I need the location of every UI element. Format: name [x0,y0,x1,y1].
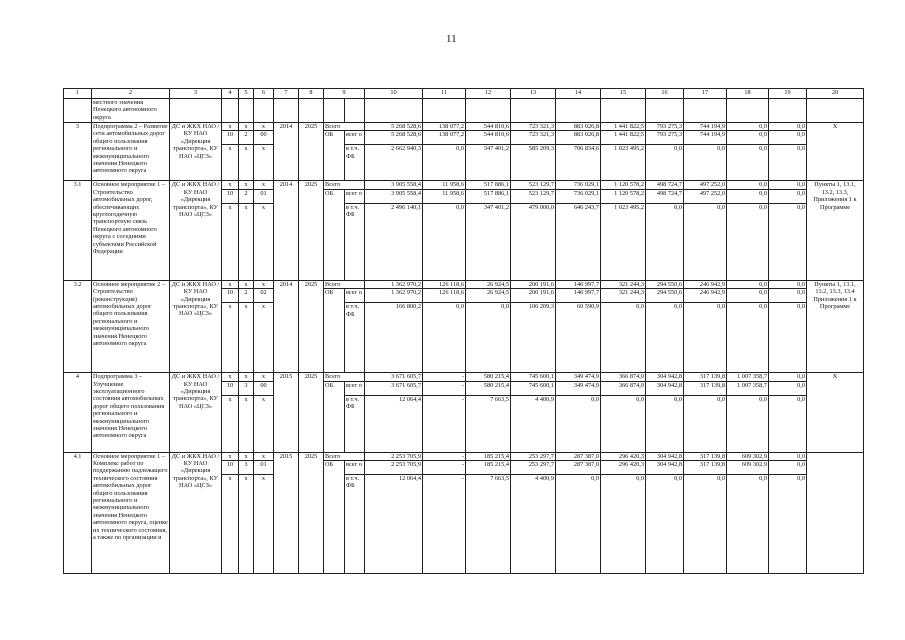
amount-cell: 585 209,3 [511,145,556,181]
code-col6: х [254,203,274,280]
code-col5: х [239,123,254,131]
amount-cell: 0,0 [646,395,684,452]
code-col5: х [239,280,254,288]
amount-cell: 317 139,8 [684,373,727,381]
code-col6: х [254,123,274,131]
cell-empty [684,99,727,123]
code-col5: х [239,203,254,280]
amount-cell: 736 029,1 [556,189,601,203]
amount-cell: 0,0 [769,189,807,203]
amount-cell: 498 724,7 [646,189,684,203]
amount-cell: 321 244,3 [601,289,646,303]
amount-cell: 349 474,9 [556,373,601,381]
amount-cell: 0,0 [684,475,727,574]
column-header: 14 [556,89,601,99]
cell-empty [222,99,239,123]
amount-cell: 744 194,9 [684,131,727,145]
code-col4: х [222,452,239,460]
amount-cell: 523 129,7 [511,189,556,203]
amount-cell: 0,0 [727,203,769,280]
amount-cell: 0,0 [769,280,807,288]
code-col4: х [222,123,239,131]
continuation-row [64,99,864,123]
code-col4: х [222,303,239,373]
amount-cell: 366 874,0 [601,381,646,395]
code-col5: х [239,181,254,189]
executor: ДС и ЖКХ НАО / КУ НАО «Дирекция транспорта», КУ НАО «ЦСЗ» [170,452,222,573]
amount-cell: 0,0 [769,303,807,373]
code-col6: 01 [254,461,274,475]
amount-cell: 0,0 [646,475,684,574]
amount-cell: 1 007 358,7 [727,381,769,395]
amount-cell: 246 942,9 [684,280,727,288]
amount-cell: 2 253 705,9 [365,452,423,460]
amount-cell: 609 302,9 [727,452,769,460]
amount-cell: 580 215,4 [466,381,511,395]
amount-cell: 0,0 [727,123,769,131]
amount-cell: - [423,395,466,452]
note-cell [807,452,864,573]
code-col5: 3 [239,381,254,395]
column-header: 19 [769,89,807,99]
amount-cell: 723 321,3 [511,131,556,145]
amount-cell: 2 253 705,9 [365,461,423,475]
year-start: 2014 [274,123,299,181]
column-header: 12 [466,89,511,99]
amount-cell: 517 886,1 [466,181,511,189]
amount-cell: 317 139,8 [684,452,727,460]
amount-cell: 138 077,2 [423,123,466,131]
amount-cell: 253 297,7 [511,452,556,460]
measure-name: Подпрограмма 2 – Развитие сети автомобильных дорог общего пользования регионального и межмуниципального значения Ненецкого автономного округа [92,123,170,181]
code-col4: х [222,145,239,181]
column-header: 2 [92,89,170,99]
amount-cell: 1 120 578,2 [601,189,646,203]
amount-cell: 304 942,8 [646,461,684,475]
column-header: 10 [365,89,423,99]
amount-cell: 544 810,6 [466,131,511,145]
funding-subtype: всег о [345,289,365,303]
amount-cell: 745 600,1 [511,373,556,381]
code-col5: х [239,452,254,460]
code-col5: 2 [239,289,254,303]
amount-cell: 0,0 [423,145,466,181]
funding-source: ОБ [324,381,345,452]
row-number: 4 [64,373,92,452]
column-header: 9 [324,89,365,99]
executor: ДС и ЖКХ НАО / КУ НАО «Дирекция транспорта», КУ НАО «ЦСЗ» [170,123,222,181]
amount-cell: 0,0 [556,475,601,574]
amount-cell: 185 215,4 [466,461,511,475]
funding-source: ОБ [324,461,345,574]
amount-cell: 646 243,7 [556,203,601,280]
amount-cell: 0,0 [684,203,727,280]
table-row [64,123,864,131]
cell-empty [769,99,807,123]
code-col4: 10 [222,289,239,303]
amount-cell: 146 997,7 [556,289,601,303]
code-col4: х [222,203,239,280]
amount-cell: 11 958,6 [423,181,466,189]
year-start: 2015 [274,452,299,573]
continuation-text: местного значения Ненецкого автономного округа [92,99,170,123]
code-col6: х [254,395,274,452]
amount-cell: 106 209,3 [511,303,556,373]
amount-cell: 745 600,1 [511,381,556,395]
amount-cell: - [423,461,466,475]
amount-cell: - [423,373,466,381]
amount-cell: 744 194,9 [684,123,727,131]
cell-empty [807,99,864,123]
amount-cell: 498 724,7 [646,181,684,189]
amount-cell: 0,0 [769,461,807,475]
amount-cell: 0,0 [684,395,727,452]
amount-cell: 0,0 [684,303,727,373]
amount-cell: 304 942,8 [646,381,684,395]
amount-cell: 2 496 140,1 [365,203,423,280]
measure-name: Основное мероприятие 1 – Строительство автомобильных дорог, обеспечивающих круглогодичную транспортную связь Ненецкого автономного округа с соседними субъектами Российской Федерации [92,181,170,280]
amount-cell: 0,0 [727,280,769,288]
amount-cell: 0,0 [727,475,769,574]
cell-empty [601,99,646,123]
amount-cell: 200 191,6 [511,289,556,303]
cell-empty [239,99,254,123]
amount-cell: 60 590,9 [556,303,601,373]
amount-cell: 296 420,3 [601,461,646,475]
year-start: 2014 [274,280,299,372]
column-header: 13 [511,89,556,99]
year-end: 2025 [299,123,324,181]
amount-cell: 0,0 [769,395,807,452]
amount-cell: 26 924,5 [466,280,511,288]
funding-subtype: в т.ч. ФБ [345,475,365,574]
amount-cell: 246 942,9 [684,289,727,303]
column-header: 11 [423,89,466,99]
year-end: 2025 [299,181,324,280]
code-col5: х [239,373,254,381]
amount-cell: 479 000,0 [511,203,556,280]
column-header: 8 [299,89,324,99]
row-number: 3.1 [64,181,92,280]
amount-cell: 0,0 [769,131,807,145]
amount-cell: 497 252,0 [684,189,727,203]
code-col4: х [222,475,239,574]
amount-cell: 166 800,2 [365,303,423,373]
amount-cell: 12 064,4 [365,475,423,574]
column-header: 7 [274,89,299,99]
amount-cell: 0,0 [769,145,807,181]
table-row [64,280,864,288]
cell-empty [556,99,601,123]
column-header: 6 [254,89,274,99]
note-cell: Пункты 1, 13.1, 13.2, 13.3, 13.4 Приложения 1 к Программе [807,280,864,372]
amount-cell: 0,0 [646,145,684,181]
amount-cell: 2 662 940,3 [365,145,423,181]
amount-cell: 366 874,0 [601,373,646,381]
cell-empty [727,99,769,123]
amount-cell: 347 401,2 [466,203,511,280]
measure-name: Основное мероприятие 2 – Строительство (реконструкция) автомобильных дорог общего пользования регионального и межмуниципального значения Ненецкого автономного округа [92,280,170,372]
cell-empty [64,99,92,123]
code-col6: 00 [254,381,274,395]
code-col6: х [254,475,274,574]
table-row [64,373,864,381]
amount-cell: 347 401,2 [466,145,511,181]
amount-cell: 26 924,5 [466,289,511,303]
year-end: 2025 [299,373,324,452]
code-col6: х [254,280,274,288]
amount-cell: 0,0 [769,289,807,303]
column-header: 4 [222,89,239,99]
code-col4: х [222,181,239,189]
amount-cell: 1 120 578,2 [601,181,646,189]
amount-cell: 138 077,2 [423,131,466,145]
amount-cell: 0,0 [727,289,769,303]
code-col4: х [222,373,239,381]
amount-cell: 296 420,3 [601,452,646,460]
amount-cell: 0,0 [423,203,466,280]
amount-cell: 1 362 970,2 [365,280,423,288]
amount-cell: 0,0 [466,303,511,373]
amount-cell: 0,0 [646,303,684,373]
funding-source: Всего [324,181,365,189]
amount-cell: 523 129,7 [511,181,556,189]
note-cell: Х [807,123,864,181]
code-col5: 2 [239,189,254,203]
amount-cell: 0,0 [601,303,646,373]
amount-cell: 0,0 [601,395,646,452]
amount-cell: 517 886,1 [466,189,511,203]
code-col6: х [254,373,274,381]
amount-cell: 4 400,9 [511,395,556,452]
code-col5: х [239,303,254,373]
amount-cell: 0,0 [769,475,807,574]
column-header: 15 [601,89,646,99]
code-col5: х [239,395,254,452]
amount-cell: - [423,452,466,460]
column-header: 1 [64,89,92,99]
amount-cell: 0,0 [727,395,769,452]
executor: ДС и ЖКХ НАО / КУ НАО «Дирекция транспорта», КУ НАО «ЦСЗ» [170,373,222,452]
budget-table [63,88,864,574]
amount-cell: 1 441 822,5 [601,131,646,145]
funding-subtype: в т.ч. ФБ [345,303,365,373]
code-col6: 00 [254,131,274,145]
amount-cell: 294 550,6 [646,289,684,303]
executor: ДС и ЖКХ НАО / КУ НАО «Дирекция транспорта», КУ НАО «ЦСЗ» [170,280,222,372]
amount-cell: 3 905 558,4 [365,189,423,203]
code-col4: х [222,395,239,452]
amount-cell: 0,0 [769,203,807,280]
funding-source: Всего [324,123,365,131]
funding-source: Всего [324,373,365,381]
note-cell: Пункты 1, 13.1, 13.2, 13.3, Приложения 1 к Программе [807,181,864,280]
amount-cell: 304 942,8 [646,452,684,460]
amount-cell: 1 007 358,7 [727,373,769,381]
amount-cell: 0,0 [646,203,684,280]
amount-cell: 7 663,5 [466,395,511,452]
amount-cell: 287 387,0 [556,461,601,475]
funding-subtype: всег о [345,131,365,145]
amount-cell: 0,0 [727,145,769,181]
code-col5: х [239,475,254,574]
amount-cell: 1 023 495,2 [601,203,646,280]
code-col6: х [254,452,274,460]
funding-source: Всего [324,280,365,288]
funding-subtype: всег о [345,381,365,395]
amount-cell: 146 997,7 [556,280,601,288]
funding-subtype: в т.ч. ФБ [345,203,365,280]
amount-cell: 736 029,1 [556,181,601,189]
amount-cell: 3 905 558,4 [365,181,423,189]
amount-cell: 0,0 [684,145,727,181]
cell-empty [365,99,423,123]
amount-cell: 185 215,4 [466,452,511,460]
measure-name: Основное мероприятие 1 – Комплекс работ по поддержанию надлежащего технического состояния автомобильных дорог общего пользования регионального и межмуниципального значения Ненецкого автономного округа, оценке их технического состояния, а также по организации и [92,452,170,573]
amount-cell: 0,0 [727,181,769,189]
amount-cell: 3 671 605,7 [365,373,423,381]
amount-cell: 0,0 [727,131,769,145]
amount-cell: 793 275,3 [646,131,684,145]
code-col6: 01 [254,189,274,203]
amount-cell: 580 215,4 [466,373,511,381]
amount-cell: 0,0 [769,373,807,381]
amount-cell: 349 474,9 [556,381,601,395]
page-number: 11 [446,33,457,45]
code-col6: х [254,303,274,373]
code-col5: 3 [239,461,254,475]
amount-cell: - [423,381,466,395]
amount-cell: 200 191,6 [511,280,556,288]
code-col4: х [222,280,239,288]
funding-subtype: всег о [345,461,365,475]
amount-cell: 497 252,0 [684,181,727,189]
amount-cell: 253 297,7 [511,461,556,475]
amount-cell: 723 321,3 [511,123,556,131]
amount-cell: 706 834,6 [556,145,601,181]
cell-empty [324,99,345,123]
funding-subtype: в т.ч. ФБ [345,145,365,181]
header-row [64,89,864,99]
amount-cell: 0,0 [769,381,807,395]
amount-cell: 0,0 [769,181,807,189]
amount-cell: 7 663,5 [466,475,511,574]
amount-cell: 544 810,6 [466,123,511,131]
amount-cell: 126 118,6 [423,289,466,303]
amount-cell: 0,0 [423,303,466,373]
amount-cell: 294 550,6 [646,280,684,288]
amount-cell: 883 026,8 [556,123,601,131]
code-col4: 10 [222,131,239,145]
amount-cell: 317 139,8 [684,461,727,475]
cell-empty [274,99,299,123]
amount-cell: 0,0 [769,452,807,460]
cell-empty [466,99,511,123]
amount-cell: 3 671 605,7 [365,381,423,395]
funding-subtype: в т.ч. ФБ [345,395,365,452]
cell-empty [254,99,274,123]
column-header: 20 [807,89,864,99]
funding-subtype: всег о [345,189,365,203]
amount-cell: 1 441 822,5 [601,123,646,131]
column-header: 5 [239,89,254,99]
row-number: 4.1 [64,452,92,573]
column-header: 17 [684,89,727,99]
code-col4: 10 [222,381,239,395]
amount-cell: 0,0 [727,189,769,203]
amount-cell: 0,0 [601,475,646,574]
amount-cell: 1 023 495,2 [601,145,646,181]
row-number: 3.2 [64,280,92,372]
row-number: 3 [64,123,92,181]
cell-empty [170,99,222,123]
year-end: 2025 [299,452,324,573]
amount-cell: 793 275,3 [646,123,684,131]
amount-cell: 287 387,0 [556,452,601,460]
amount-cell: - [423,475,466,574]
code-col5: х [239,145,254,181]
year-start: 2014 [274,181,299,280]
year-start: 2015 [274,373,299,452]
amount-cell: 5 268 528,6 [365,131,423,145]
amount-cell: 0,0 [769,123,807,131]
amount-cell: 321 244,3 [601,280,646,288]
code-col6: х [254,145,274,181]
executor: ДС и ЖКХ НАО / КУ НАО «Дирекция транспорта», КУ НАО «ЦСЗ» [170,181,222,280]
cell-empty [423,99,466,123]
cell-empty [299,99,324,123]
amount-cell: 5 268 528,6 [365,123,423,131]
column-header: 16 [646,89,684,99]
amount-cell: 317 139,8 [684,381,727,395]
cell-empty [511,99,556,123]
table-row [64,181,864,189]
amount-cell: 126 118,6 [423,280,466,288]
funding-source: ОБ [324,131,345,181]
cell-empty [646,99,684,123]
table-row [64,452,864,460]
column-header: 3 [170,89,222,99]
amount-cell: 11 958,6 [423,189,466,203]
year-end: 2025 [299,280,324,372]
amount-cell: 304 942,8 [646,373,684,381]
funding-source: Всего [324,452,365,460]
amount-cell: 883 026,8 [556,131,601,145]
code-col5: 2 [239,131,254,145]
measure-name: Подпрограмма 3 – Улучшение эксплуатационного состояния автомобильных дорог общего пользования регионального и межмуниципального значения Ненецкого автономного округа [92,373,170,452]
funding-source: ОБ [324,189,345,280]
amount-cell: 609 302,9 [727,461,769,475]
code-col6: х [254,181,274,189]
note-cell: Х [807,373,864,452]
column-header: 18 [727,89,769,99]
code-col4: 10 [222,189,239,203]
amount-cell: 1 362 970,2 [365,289,423,303]
funding-source: ОБ [324,289,345,373]
code-col6: 02 [254,289,274,303]
amount-cell: 0,0 [727,303,769,373]
amount-cell: 12 064,4 [365,395,423,452]
amount-cell: 4 400,9 [511,475,556,574]
amount-cell: 0,0 [556,395,601,452]
cell-empty [345,99,365,123]
code-col4: 10 [222,461,239,475]
